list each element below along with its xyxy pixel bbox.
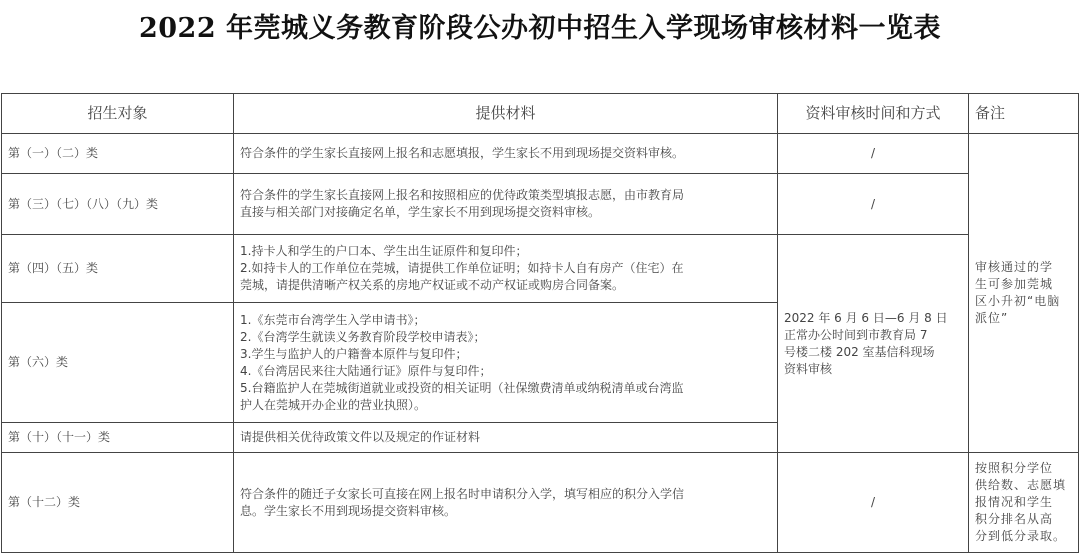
row-materials bbox=[234, 303, 778, 423]
materials-line: 1.持卡人和学生的户口本、学生出生证原件和复印件； bbox=[240, 244, 528, 258]
table-row bbox=[2, 134, 1079, 174]
row-materials bbox=[234, 174, 778, 235]
row-category: 第（十）（十一）类 bbox=[2, 423, 234, 453]
remark-line: 审核通过的学 bbox=[975, 260, 1054, 274]
remark-line: 积分排名从高 bbox=[975, 512, 1054, 526]
remark-line: 区小升初“电脑 bbox=[975, 294, 1061, 308]
materials-line: 符合条件的随迁子女家长可直接在网上报名时申请积分入学，填写相应的积分入学信 bbox=[240, 486, 685, 501]
row-review: / bbox=[778, 134, 969, 174]
materials-line: 息。学生家长不用到现场提交资料审核。 bbox=[240, 503, 457, 518]
remark-line: 报情况和学生 bbox=[975, 495, 1054, 509]
header-review: 资料审核时间和方式 bbox=[778, 94, 969, 134]
row-materials bbox=[234, 453, 778, 553]
row-category: 第（十二）类 bbox=[2, 453, 234, 553]
remark-line: 分到低分录取。 bbox=[975, 529, 1067, 543]
materials-line: 2.如持卡人的工作单位在莞城，请提供工作单位证明；如持卡人自有房产（住宅）在 bbox=[240, 261, 684, 275]
remark-line: 派位” bbox=[975, 311, 1009, 325]
remark-line: 生可参加莞城 bbox=[975, 277, 1054, 291]
materials-line: 1.《东莞市台湾学生入学申请书》； bbox=[240, 312, 426, 327]
materials-line: 4.《台湾居民来往大陆通行证》原件与复印件； bbox=[240, 363, 492, 378]
remarks-group-2 bbox=[969, 453, 1079, 553]
review-line: 号楼二楼 202 室基信科现场 bbox=[784, 344, 935, 359]
row-category: 第（六）类 bbox=[2, 303, 234, 423]
materials-line: 护人在莞城开办企业的营业执照）。 bbox=[240, 397, 427, 412]
page-title: 2022 年莞城义务教育阶段公办初中招生入学现场审核材料一览表 bbox=[138, 13, 942, 44]
materials-line: 5.台籍监护人在莞城街道就业或投资的相关证明（社保缴费清单或纳税清单或台湾监 bbox=[240, 380, 684, 395]
row-review: / bbox=[778, 453, 969, 553]
row-materials bbox=[234, 134, 778, 174]
table-header-row bbox=[2, 94, 1079, 134]
header-materials: 提供材料 bbox=[234, 94, 778, 134]
materials-line: 符合条件的学生家长直接网上报名和志愿填报，学生家长不用到现场提交资料审核。 bbox=[240, 146, 685, 160]
row-materials bbox=[234, 423, 778, 453]
review-line: 正常办公时间到市教育局 7 bbox=[784, 327, 928, 342]
header-target: 招生对象 bbox=[2, 94, 234, 134]
materials-line: 莞城，请提供清晰产权关系的房地产权证或不动产权证或购房合同备案。 bbox=[240, 278, 625, 292]
row-category: 第（三）（七）（八）（九）类 bbox=[2, 174, 234, 235]
table-row bbox=[2, 235, 1079, 303]
row-category: 第（一）（二）类 bbox=[2, 134, 234, 174]
header-remarks: 备注 bbox=[969, 94, 1079, 134]
remarks-group-1 bbox=[969, 134, 1079, 453]
table-row bbox=[2, 453, 1079, 553]
table-row bbox=[2, 174, 1079, 235]
materials-line: 符合条件的学生家长直接网上报名和按照相应的优待政策类型填报志愿，由市教育局 bbox=[240, 188, 685, 202]
materials-line: 3.学生与监护人的户籍誊本原件与复印件； bbox=[240, 346, 468, 361]
remark-line: 供给数、志愿填 bbox=[975, 478, 1067, 492]
review-line: 2022 年 6 月 6 日—6 月 8 日 bbox=[784, 310, 948, 325]
row-category: 第（四）（五）类 bbox=[2, 235, 234, 303]
materials-line: 2.《台湾学生就读义务教育阶段学校申请表》； bbox=[240, 329, 486, 344]
materials-line: 直接与相关部门对接确定名单，学生家长不用到现场提交资料审核。 bbox=[240, 205, 601, 219]
materials-table bbox=[1, 93, 1079, 553]
remark-line: 按照积分学位 bbox=[975, 461, 1054, 475]
row-review: / bbox=[778, 174, 969, 235]
row-materials bbox=[234, 235, 778, 303]
materials-line: 请提供相关优待政策文件以及规定的作证材料 bbox=[240, 430, 481, 444]
review-merged bbox=[778, 235, 969, 453]
review-line: 资料审核 bbox=[784, 361, 833, 376]
